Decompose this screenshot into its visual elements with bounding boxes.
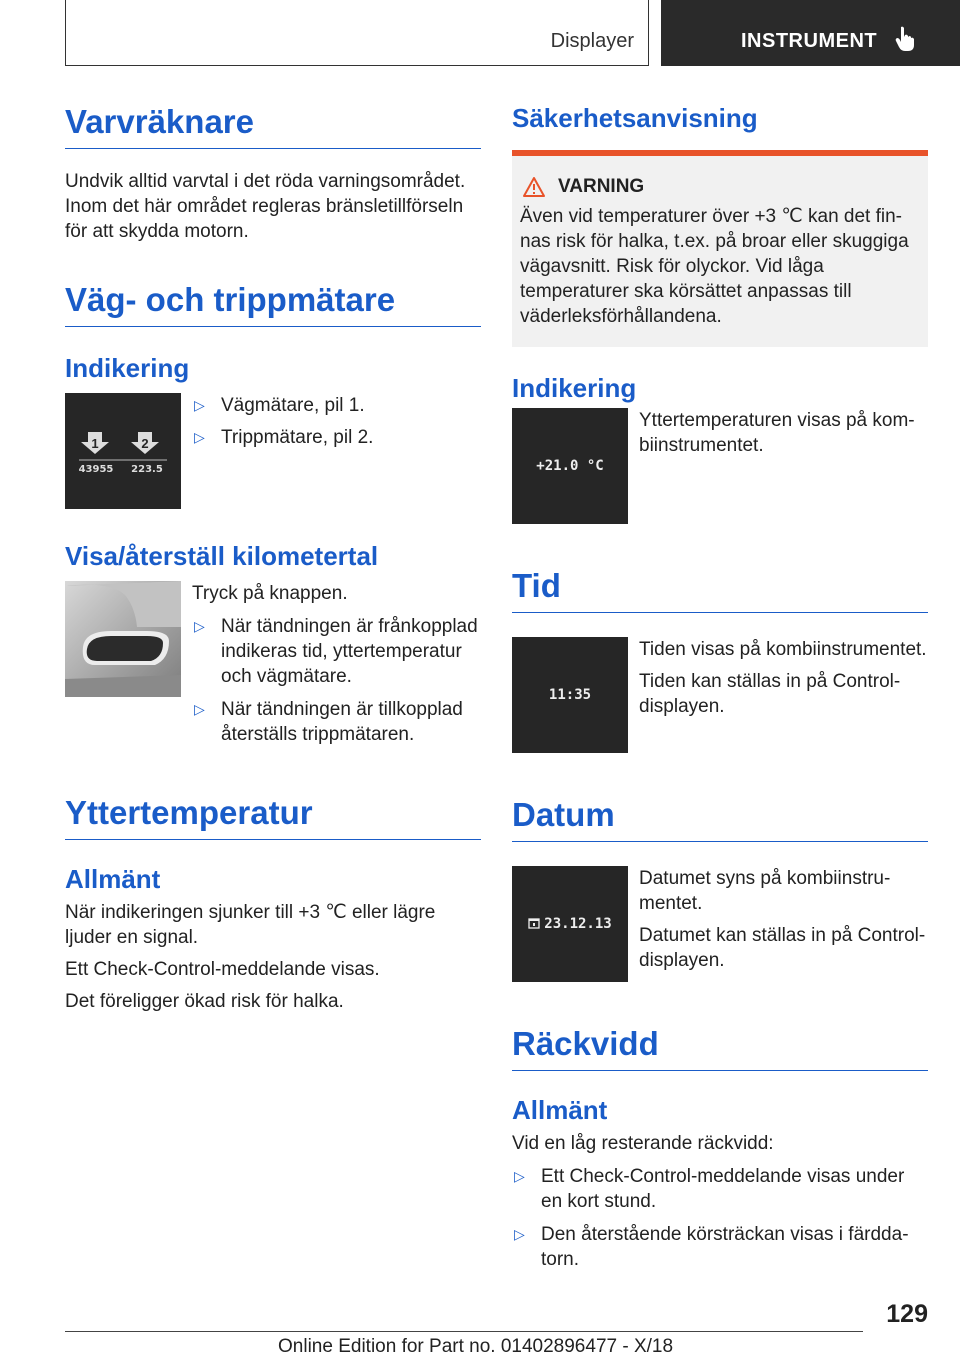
section-tab-label: Displayer — [550, 30, 634, 52]
time-figure-row — [512, 637, 928, 753]
reset-figure-row — [65, 581, 481, 747]
temp-display-value: +21.0 °C — [536, 458, 604, 474]
indikering-temp-subheading: Indikering — [512, 373, 637, 403]
list-item: ▷ När tändningen är frånkopplad indikeras tid, yttertemperatur och vägmätare. — [194, 616, 478, 687]
date-figure-row — [512, 866, 928, 982]
list-item: ▷ Ett Check-Control-meddelande visas under en kort stund. — [514, 1166, 905, 1212]
vagmatare-heading: Väg- och trippmätare — [65, 278, 481, 327]
yttertemp-paragraph-2: Ett Check-Control-meddelande visas. — [65, 959, 380, 980]
warning-triangle-icon — [522, 176, 546, 198]
triangle-bullet-icon: ▷ — [194, 618, 205, 634]
reset-text: Tryck på knappen. — [192, 583, 348, 604]
datum-heading: Datum — [512, 793, 928, 842]
datum-paragraph-2: Datumet kan ställas in på Control-displayen. — [639, 925, 926, 971]
temp-text: Yttertemperaturen visas på kombiinstrumentet. — [639, 410, 915, 456]
reset-subheading: Visa/återställ kilometertal — [65, 541, 379, 571]
date-display-figure — [512, 866, 628, 982]
triangle-bullet-icon: ▷ — [194, 397, 205, 413]
list-item: ▷ Den återstående körsträckan visas i färddatorn. — [514, 1224, 909, 1270]
rackvidd-text: Vid en låg resterande räckvidd: — [512, 1133, 774, 1154]
varvraknare-text: Undvik alltid varvtal i det röda varningsområdet. Inom det här området regleras bränsletillförseln för att skydda motorn. — [65, 171, 466, 242]
odometer-bullets — [192, 393, 481, 450]
reset-button-figure — [65, 581, 181, 697]
warning-header — [520, 176, 920, 198]
indikering-subheading: Indikering — [65, 353, 190, 383]
edition-footer: Online Edition for Part no. 01402896477 - X/18 — [278, 1336, 674, 1357]
tid-paragraph-2: Tiden kan ställas in på Control-displayen. — [639, 671, 901, 717]
pointing-hand-icon — [895, 26, 917, 52]
calendar-icon — [528, 917, 540, 929]
right-column — [512, 100, 928, 1272]
odometer-figure-row — [65, 393, 481, 509]
yttertemp-heading: Yttertemperatur — [65, 791, 481, 840]
triangle-bullet-icon: ▷ — [514, 1168, 525, 1184]
datum-paragraph-1: Datumet syns på kombiinstrumentet. — [639, 868, 891, 914]
list-item: ▷ Vägmätare, pil 1. — [194, 395, 365, 416]
date-display-value: 23.12.13 — [544, 916, 612, 932]
varvraknare-heading: Varvräknare — [65, 100, 481, 149]
temp-display-figure — [512, 408, 628, 524]
rackvidd-bullets — [512, 1164, 928, 1272]
chapter-tab — [661, 0, 960, 66]
yttertemp-paragraph-1: När indikeringen sjunker till +3 ℃ eller lägre ljuder en signal. — [65, 902, 436, 948]
reset-bullets — [192, 581, 481, 747]
rackvidd-allmant-subheading: Allmänt — [512, 1095, 608, 1125]
arrow-2-label: 2 — [141, 436, 149, 451]
odometer-figure — [65, 393, 181, 509]
list-item: ▷ Trippmätare, pil 2. — [194, 427, 374, 448]
yttertemp-paragraph-3: Det föreligger ökad risk för halka. — [65, 991, 344, 1012]
time-display-figure — [512, 637, 628, 753]
tid-paragraph-1: Tiden visas på kombiinstrumentet. — [639, 639, 927, 660]
time-display-value: 11:35 — [548, 687, 592, 703]
warning-label: VARNING — [558, 176, 645, 197]
triangle-bullet-icon: ▷ — [194, 429, 205, 445]
section-tab — [65, 0, 649, 66]
left-column — [65, 100, 481, 1014]
sakerhet-heading: Säkerhetsanvisning — [512, 103, 758, 133]
temp-figure-row — [512, 408, 928, 524]
chapter-tab-label: INSTRUMENT — [741, 30, 878, 52]
warning-box — [512, 156, 928, 347]
footer-rule — [65, 1331, 863, 1332]
odometer-value: 43955 — [78, 464, 114, 475]
triangle-bullet-icon: ▷ — [514, 1226, 525, 1242]
allmant-subheading: Allmänt — [65, 864, 161, 894]
triangle-bullet-icon: ▷ — [194, 701, 205, 717]
warning-text: Även vid temperaturer över +3 ℃ kan det finnas risk för halka, t.ex. på broar eller skuggiga vägavsnitt. Risk för olyckor. Vid låga temperaturer ska körsättet anpassas till väderleksförhållandena. — [520, 206, 909, 327]
tid-heading: Tid — [512, 564, 928, 613]
page-number: 129 — [886, 1300, 928, 1328]
trip-value: 223.5 — [131, 464, 163, 475]
rackvidd-heading: Räckvidd — [512, 1022, 928, 1071]
list-item: ▷ När tändningen är tillkopplad återställs trippmätaren. — [194, 699, 463, 745]
arrow-1-label: 1 — [91, 436, 99, 451]
